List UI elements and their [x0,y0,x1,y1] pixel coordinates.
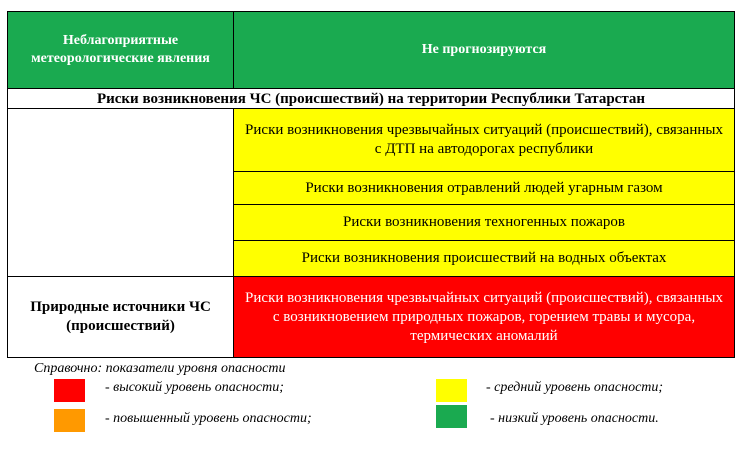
legend-swatch-low [436,405,467,428]
risk-cell: Риски возникновения происшествий на водных объектах [234,241,735,277]
legend-label-elevated: - повышенный уровень опасности; [105,411,312,426]
legend-label-medium: - средний уровень опасности; [486,380,664,395]
legend-swatch-elevated [54,409,85,432]
natural-risk-cell: Риски возникновения чрезвычайных ситуаций (происшествий), связанных с возникновением природных пожаров, горением травы и мусора, термических аномалий [234,277,735,358]
risk-table [7,11,735,358]
legend-title: Справочно: показатели уровня опасности [34,361,286,376]
section-row [8,89,735,109]
risk-row [8,109,735,172]
header-left: Неблагоприятные метеорологические явления [8,12,234,89]
risk-cell: Риски возникновения отравлений людей угарным газом [234,172,735,205]
header-row [8,12,735,89]
header-right: Не прогнозируются [234,12,735,89]
legend-label-high: - высокий уровень опасности; [105,380,284,395]
blank-cell [8,109,234,277]
natural-row [8,277,735,358]
legend-swatch-high [54,379,85,402]
legend-label-low: - низкий уровень опасности. [490,411,659,426]
legend-swatch-medium [436,379,467,402]
natural-source-label: Природные источники ЧС (происшествий) [8,277,234,358]
section-title: Риски возникновения ЧС (происшествий) на территории Республики Татарстан [8,89,735,109]
risk-cell: Риски возникновения техногенных пожаров [234,205,735,241]
risk-cell: Риски возникновения чрезвычайных ситуаций (происшествий), связанных с ДТП на автодорогах республики [234,109,735,172]
